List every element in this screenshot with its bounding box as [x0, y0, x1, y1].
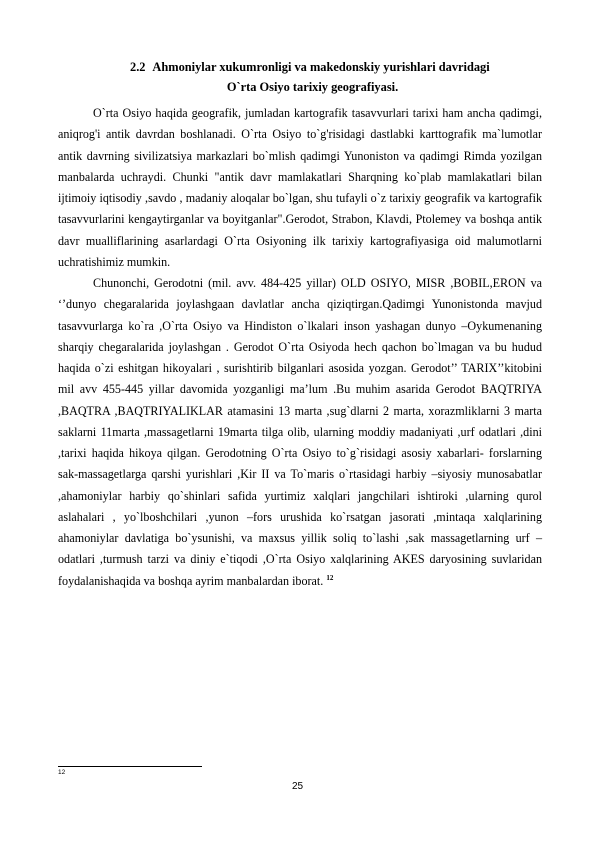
section-heading	[130, 57, 550, 77]
page-number: 25	[291, 781, 304, 792]
footnote-reference[interactable]: 12	[326, 573, 334, 582]
paragraph-1: O`rta Osiyo haqida geografik, jumladan kartografik tasavvurlari tarixi ham ancha qadimgi, aniqrog'i antik davrdan boshlanadi. O`rta Osiyo to`g'risidagi dastlabki karttografik ma`lumotlar antik davrning sivilizatsiya markazlari bo`mlish qadimgi Yunoniston va qadimgi Rimda yozilgan manbalarda uchraydi. Chunki "antik davr mamlakatlari Sharqning ko`plab mamlakatlari bilan ijtimoiy iqtisodiy ,savdo , madaniy aloqalar bo`lgan, shu tufayli o`z tarixiy geografik va kartografik tasavvurlarini kengaytirganlar va boyitganlar".Gerodot, Strabon, Klavdi, Ptolemey va boshqa antik davr mualliflarining asarlardagi O`rta Osiyoning ilk tarixiy kartografiyasiga oid malumotlarni uchratishimiz mumkin.	[58, 106, 542, 269]
footnote-separator	[58, 766, 202, 767]
footnote-mark: 12	[58, 769, 66, 776]
section-number: 2.2	[130, 60, 146, 74]
paragraph-2-text: Chunonchi, Gerodotni (mil. avv. 484-425 yillar) OLD OSIYO, MISR ,BOBIL,ERON va ‘’dunyo chegaralarida joylashgaan davlatlar ancha qiziqtirgan.Qadimgi Yunonistonda mavjud tasavvurlarga ko`ra ,O`rta Osiyo va Hindiston o`lkalari inson yashagan dunyo –Oykumenaning sharqiy chegaralarida joylashgan . Gerodot O`rta Osiyoda hech qachon bo`lmagan va bu hudud haqida o`zi eshitgan hikoyalari , surishtirib bilganlari asosida yozgan. Gerodot’’ TARIX’’kitobini mil avv 455-445 yillar davomida yozganligi ma’lum .Bu muhim asarida Gerodot BAQTRIYA ,BAQTRA ,BAQTRIYALIKLAR atamasini 13 marta ,sug`dlarni 2 marta, xorazmliklarni 3 marta saklarni 11marta ,massagetlarni 19marta tilga olib, ularning moddiy madaniyati ,urf odatlari ,dini ,tarixi haqida hikoya qilgan. Gerodotning O`rta Osiyo to`g`risidagi asosiy xabarlari- forslarning sak-massagetlarga qarshi yurishlari ,Kir II va To`maris o`rtasidagi harbiy –siyosiy munosabatlar ,ahamoniylar harbiy qo`shinlari safida yurtimiz xalqlari jangchilari ishtiroki ,ularning qurol aslahalari , yo`lboshchilari ,yunon –fors urushida ko`rsatgan jasorati ,mintaqa xalqlarining ahamoniylar davlatiga bo`ysunishi, va maxsus yillik soliq to`lashi ,sak massagetlarning urf –odatlari ,turmush tarzi va diniy e`tiqodi ,O`rta Osiyo xalqlarining AKES daryosining suvlaridan foydalanishaqida va boshqa ayrim manbalardan iborat.	[58, 276, 542, 588]
body-text	[58, 103, 542, 592]
section-title-line1: Ahmoniylar xukumronligi va makedonskiy yurishlari davridagi	[152, 60, 490, 74]
section-title-line2: O`rta Osiyo tarixiy geografiyasi.	[226, 80, 399, 94]
paragraph-2	[58, 273, 542, 592]
